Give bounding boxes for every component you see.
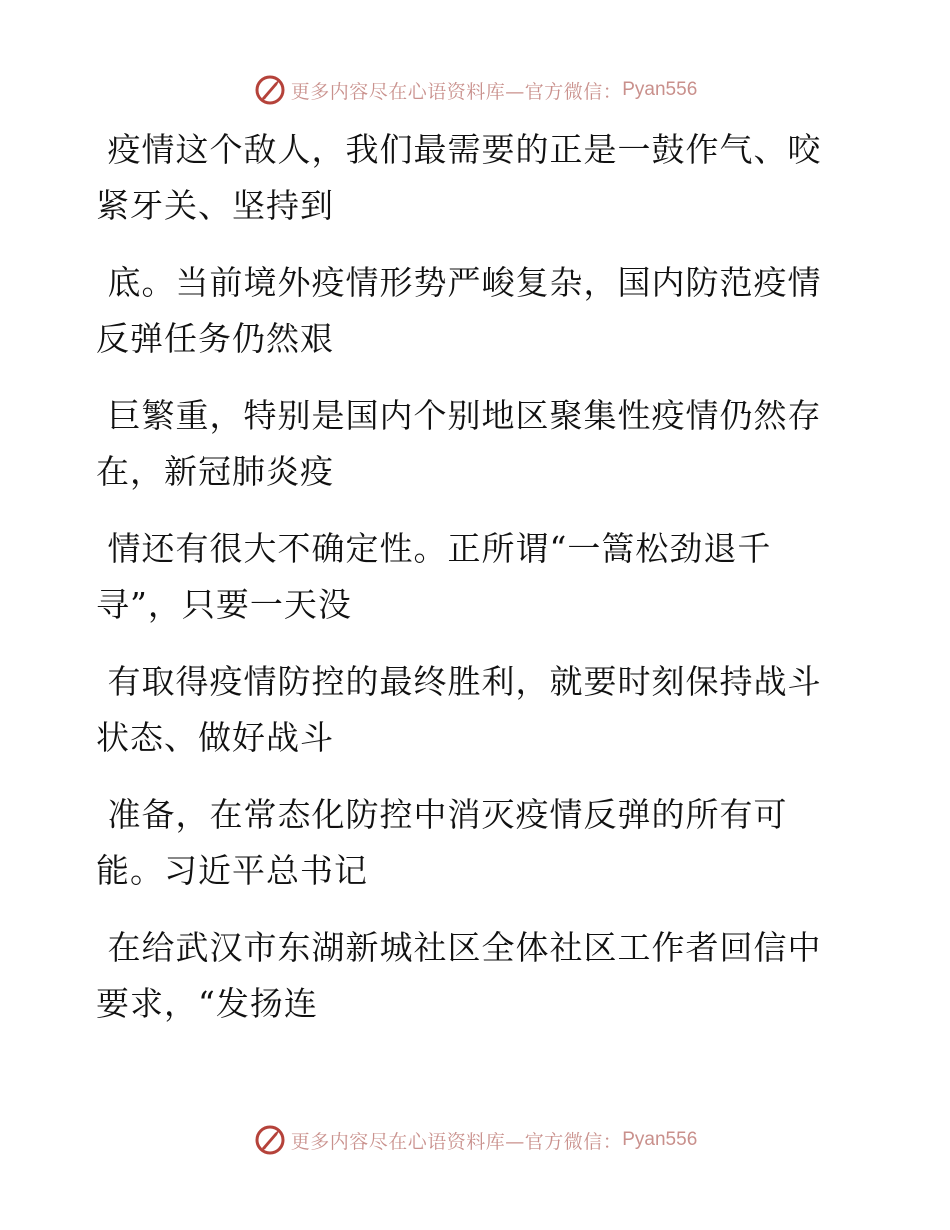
- quill-pen-circle-icon: [253, 73, 287, 107]
- watermark-wechat-id: Pyan556: [622, 79, 698, 100]
- paragraph-7: 在给武汉市东湖新城社区全体社区工作者回信中要求，“发扬连: [96, 928, 822, 1023]
- paragraph-4: 情还有很大不确定性。正所谓“一篙松劲退千寻”，只要一天没: [96, 529, 772, 624]
- watermark-wechat-id: Pyan556: [622, 1129, 698, 1150]
- document-body: [96, 122, 836, 1053]
- watermark-text: 更多内容尽在心语资料库—官方微信：: [290, 80, 623, 103]
- paragraph-2: 底。当前境外疫情形势严峻复杂，国内防范疫情反弹任务仍然艰: [96, 263, 822, 358]
- paragraph-1: 疫情这个敌人，我们最需要的正是一鼓作气、咬紧牙关、坚持到: [96, 130, 822, 225]
- footer-watermark: [0, 1120, 950, 1160]
- watermark-text: 更多内容尽在心语资料库—官方微信：: [290, 1130, 623, 1153]
- paragraph-3: 巨繁重，特别是国内个别地区聚集性疫情仍然存在，新冠肺炎疫: [96, 396, 822, 491]
- quill-pen-circle-icon: [253, 1123, 287, 1157]
- paragraph-6: 准备，在常态化防控中消灭疫情反弹的所有可能。习近平总书记: [96, 795, 788, 890]
- header-watermark: [0, 70, 950, 110]
- paragraph-5: 有取得疫情防控的最终胜利，就要时刻保持战斗状态、做好战斗: [96, 662, 822, 757]
